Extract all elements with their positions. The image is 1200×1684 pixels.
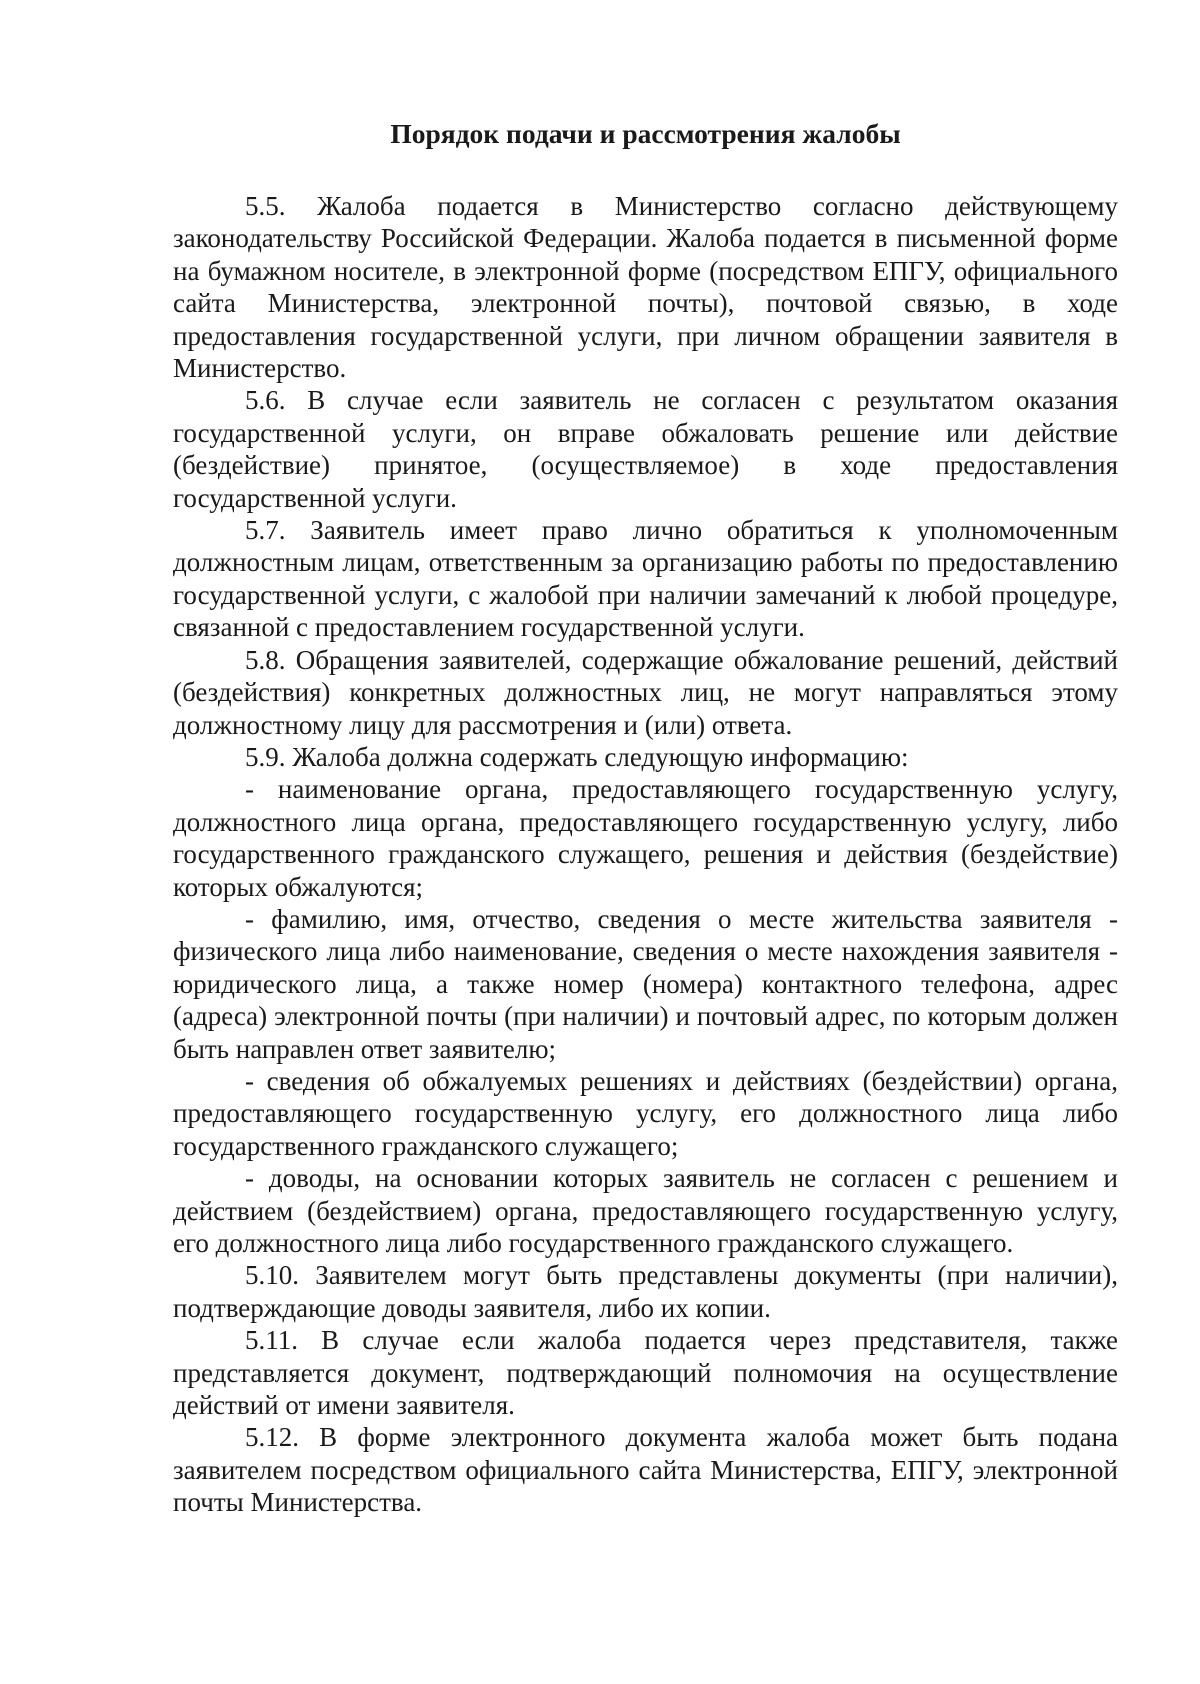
page-title: Порядок подачи и рассмотрения жалобы bbox=[390, 118, 901, 149]
paragraph-5-10: 5.10. Заявителем могут быть представлены документы (при наличии), подтверждающие доводы заявителя, либо их копии. bbox=[173, 1260, 1118, 1323]
paragraph-5-5: 5.5. Жалоба подается в Министерство согласно действующему законодательству Российской Федерации. Жалоба подается в письменной форме на бумажном носителе, в электронной форме (посредством ЕПГУ, официального сайта Министерства, электронной почты), почтовой связью, в ходе предоставления государственной услуги, при личном обращении заявителя в Министерство. bbox=[173, 191, 1118, 384]
paragraph-5-6: 5.6. В случае если заявитель не согласен с результатом оказания государственной услуги, он вправе обжаловать решение или действие (бездействие) принятое, (осуществляемое) в ходе предоставления государственной услуги. bbox=[173, 385, 1118, 513]
list-item-appealed-decisions: - сведения об обжалуемых решениях и действиях (бездействии) органа, предоставляющего государственную услугу, его должностного лица либо государственного гражданского служащего; bbox=[173, 1065, 1118, 1161]
paragraph-5-12: 5.12. В форме электронного документа жалоба может быть подана заявителем посредством официального сайта Министерства, ЕПГУ, электронной почты Министерства. bbox=[173, 1422, 1118, 1518]
document-page bbox=[173, 118, 1118, 1618]
paragraph-5-7: 5.7. Заявитель имеет право лично обратиться к уполномоченным должностным лицам, ответственным за организацию работы по предоставлению государственной услуги, с жалобой при наличии замечаний к любой процедуре, связанной с предоставлением государственной услуги. bbox=[173, 515, 1118, 643]
paragraph-5-9: 5.9. Жалоба должна содержать следующую информацию: bbox=[245, 741, 909, 772]
list-item-arguments: - доводы, на основании которых заявитель не согласен с решением и действием (бездействием) органа, предоставляющего государственную услугу, его должностного лица либо государственного гражданского служащего. bbox=[173, 1163, 1118, 1258]
list-item-organ-name: - наименование органа, предоставляющего государственную услугу, должностного лица органа, предоставляющего государственную услугу, либо государственного гражданского служащего, решения и действия (бездействие) которых обжалуются; bbox=[173, 774, 1118, 902]
paragraph-5-8: 5.8. Обращения заявителей, содержащие обжалование решений, действий (бездействия) конкретных должностных лиц, не могут направляться этому должностному лицу для рассмотрения и (или) ответа. bbox=[173, 644, 1118, 740]
list-item-applicant-info: - фамилию, имя, отчество, сведения о месте жительства заявителя - физического лица либо наименование, сведения о месте нахождения заявителя - юридического лица, а также номер (номера) контактного телефона, адрес (адреса) электронной почты (при наличии) и почтовый адрес, по которым должен быть направлен ответ заявителю; bbox=[173, 903, 1118, 1064]
paragraph-5-11: 5.11. В случае если жалоба подается через представителя, также представляется документ, подтверждающий полномочия на осуществление действий от имени заявителя. bbox=[173, 1325, 1118, 1421]
